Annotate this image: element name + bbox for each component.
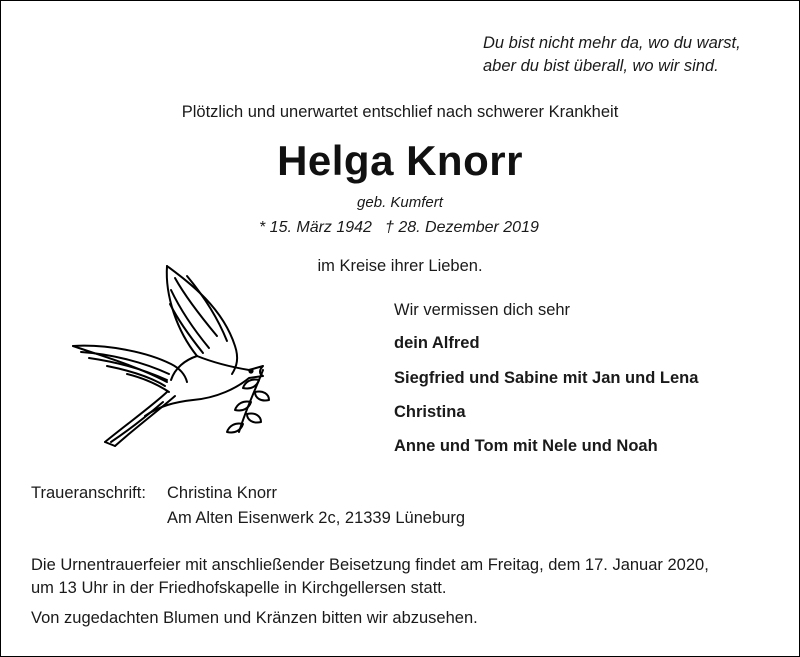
death-date: † 28. Dezember 2019 [385, 219, 539, 236]
poem-line-1: Du bist nicht mehr da, wo du warst, [483, 34, 741, 52]
address-label: Traueranschrift: [31, 484, 146, 502]
deceased-name: Helga Knorr [277, 137, 523, 184]
maiden-name: geb. Kumfert [357, 194, 443, 211]
dove-icon [67, 256, 283, 451]
ceremony-line-1: Die Urnentrauerfeier mit anschließender Beisetzung findet am Freitag, dem 17. Januar 2020, [31, 556, 709, 574]
intro-text: Plötzlich und unerwartet entschlief nach schwerer Krankheit [181, 103, 619, 121]
address-name: Christina Knorr [167, 484, 278, 502]
ceremony-line-2: um 13 Uhr in der Friedhofskapelle in Kirchgellersen statt. [31, 579, 447, 597]
mourners-intro: Wir vermissen dich sehr [394, 301, 571, 319]
address-street: Am Alten Eisenwerk 2c, 21339 Lüneburg [167, 509, 466, 527]
mourner-name: Anne und Tom mit Nele und Noah [394, 437, 658, 455]
birth-date: * 15. März 1942 [259, 219, 372, 236]
mourner-name: Christina [394, 403, 466, 421]
circle-text: im Kreise ihrer Lieben. [317, 257, 483, 275]
poem-line-2: aber du bist überall, wo wir sind. [483, 57, 719, 75]
mourner-name: dein Alfred [394, 334, 480, 352]
flowers-note: Von zugedachten Blumen und Kränzen bitten wir abzusehen. [31, 609, 478, 627]
mourner-name: Siegfried und Sabine mit Jan und Lena [394, 369, 699, 387]
